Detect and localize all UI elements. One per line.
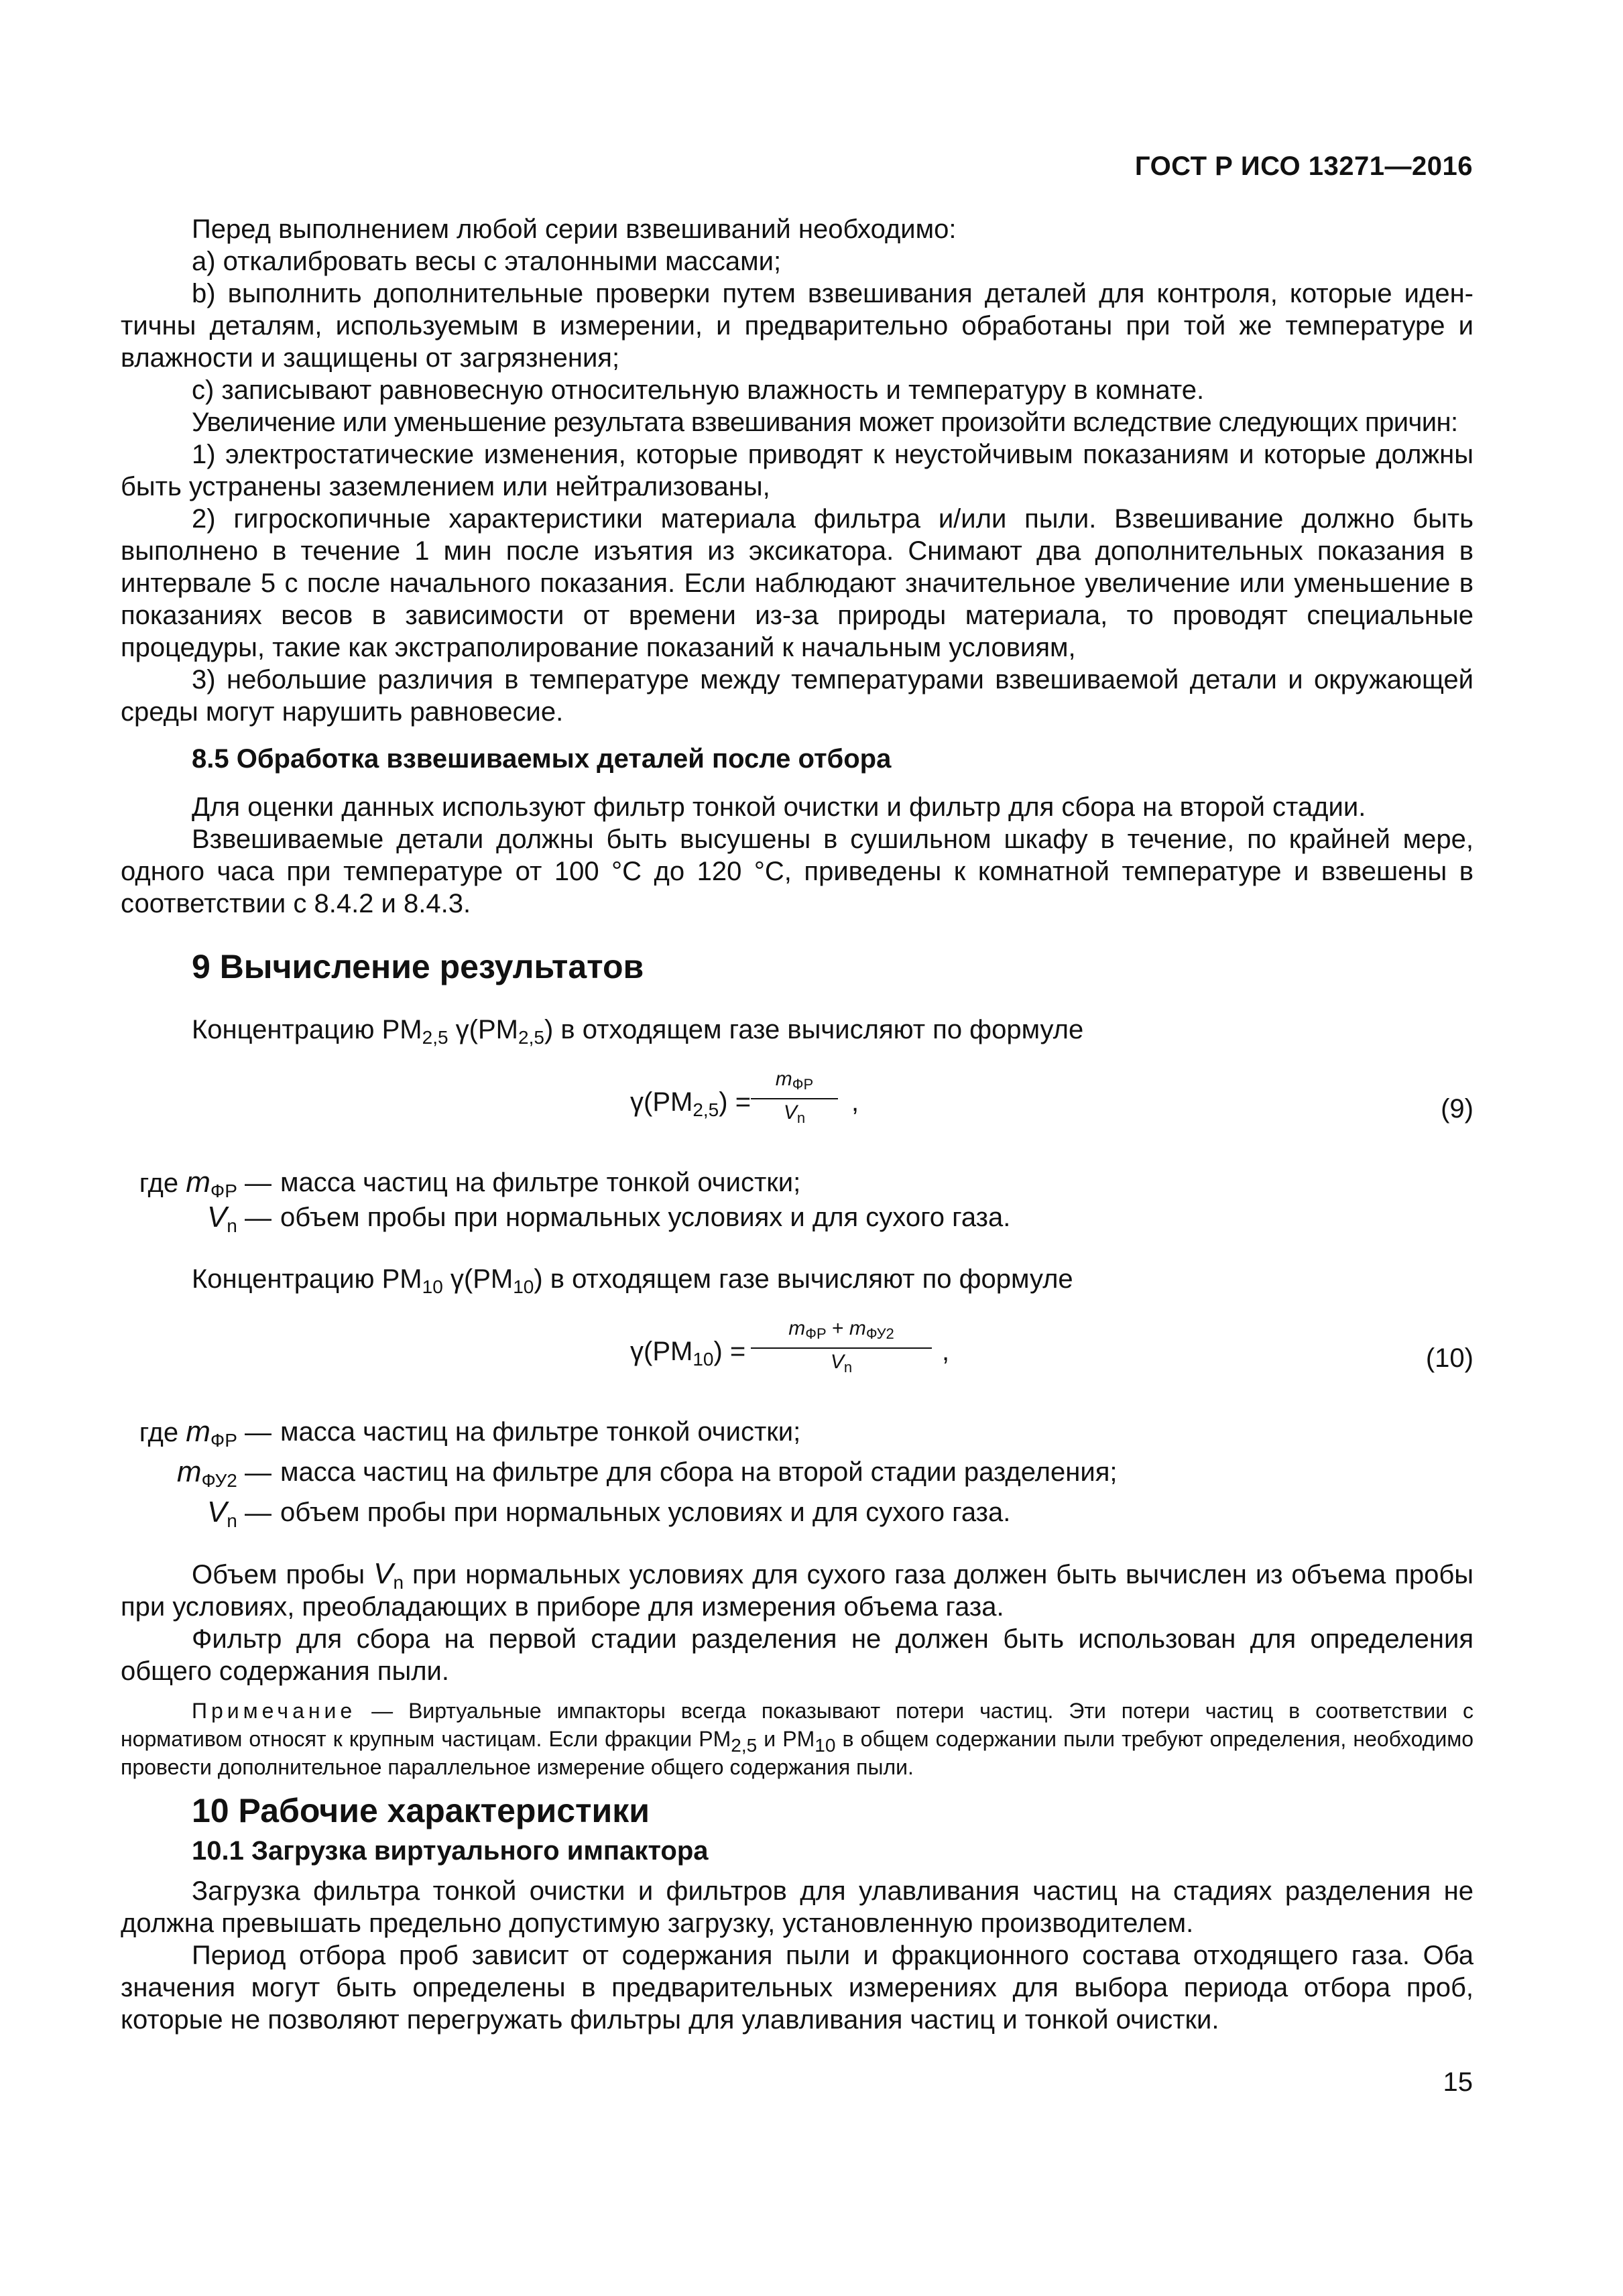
where-item: где $m_{ФР}$ — масса частиц на фильтре тонкой очистки; bbox=[139, 1415, 801, 1451]
note-label: Примечание bbox=[192, 1699, 357, 1723]
equation-number: (9) bbox=[1441, 1094, 1474, 1124]
where-item: $V_n$ — объем пробы при нормальных условиях и для сухого газа. bbox=[206, 1496, 1011, 1531]
page-number: 15 bbox=[1443, 2067, 1473, 2097]
formula-intro-pm10: Концентрацию $PM_{10}$ $\gamma(PM_{10})$ в отходящем газе вычисляют по формуле bbox=[192, 1264, 1073, 1297]
paragraph: Фильтр для сбора на первой стадии разделения не должен быть использован для определения общего содержания пыли. bbox=[121, 1624, 1474, 1686]
paragraph: Загрузка фильтра тонкой очистки и фильтров для улавливания частиц на стадиях разделения не должна превышать предельно допустимую загрузку, установленную производителем. bbox=[121, 1876, 1474, 1938]
fraction: $m_{ФР}$ $V_n$ bbox=[751, 1066, 838, 1132]
list-item: c) записывают равновесную относительную влажность и температуру в комнате. bbox=[192, 375, 1205, 405]
note: Примечание — Виртуальные импакторы всегда показывают потери частиц. Эти потери частиц в соответствии с нормативом относят к крупным частицам. Если фракции $PM_{2,5}$ и $PM_{10}$ в общем содержании пыли требуют определения, необходимо провести дополнительное параллельное измерение общего содержания пыли. bbox=[121, 1699, 1474, 1779]
section-heading-10: 10 Рабочие характеристики bbox=[192, 1792, 650, 1829]
section-heading-10-1: 10.1 Загрузка виртуального импактора bbox=[192, 1836, 709, 1866]
paragraph: Увеличение или уменьшение результата взвешивания может произойти вследствие следующих причин: bbox=[192, 408, 1458, 437]
section-heading-8-5: 8.5 Обработка взвешиваемых деталей после отбора bbox=[192, 744, 892, 774]
document-header: ГОСТ Р ИСО 13271—2016 bbox=[1134, 152, 1473, 181]
formula-9: $\gamma(PM_{2,5})$ = $m_{ФР}$ $V_n$ , (9) bbox=[121, 1066, 1474, 1146]
paragraph: Период отбора проб зависит от содержания пыли и фракционного состава отходящего газа. Оба значения могут быть определены в предварительных измерениях для выбора периода отбора проб, которые не позволяют перегружать фильтры для улавливания частиц и тонкой очистки. bbox=[121, 1941, 1474, 2035]
paragraph: Взвешиваемые детали должны быть высушены в сушильном шкафу в течение, по крайней мере, одного часа при температуре от 100 °С до 120 °С, приведены к комнатной температуре и взвешены в соответствии с 8.4.2 и 8.4.3. bbox=[121, 825, 1474, 918]
equation-number: (10) bbox=[1425, 1343, 1474, 1373]
list-item: 1) электростатические изменения, которые приводят к неустойчивым показаниям и которые должны быть устранены заземлением или нейтрализованы, bbox=[121, 440, 1474, 501]
where-item: $m_{ФУ2}$ — масса частиц на фильтре для сбора на второй стадии разделения; bbox=[176, 1455, 1118, 1491]
document-body bbox=[121, 213, 1474, 2036]
list-item: b) выполнить дополнительные проверки путем взвешивания деталей для контроля, которые идентичны деталям, используемым в измерении, и предварительно обработаны при той же температуре и влажности и защищены от загрязнения; bbox=[121, 279, 1474, 373]
where-item: где $m_{ФР}$ — масса частиц на фильтре тонкой очистки; bbox=[139, 1166, 801, 1201]
list-item: 2) гигроскопичные характеристики материала фильтра и/или пыли. Взвешивание должно быть выполнено в течение 1 мин после изъятия из эксикатора. Снимают два дополнительных показания в интервале 5 с после начального показания. Если наблюдают значительное увеличение или уменьшение в показаниях весов в зависимости от времени из-за природы материала, то проводят специальные процедуры, такие как экстраполирование показаний к начальным условиям, bbox=[121, 504, 1474, 662]
formula-10: $\gamma(PM_{10})$ = $m_{ФР} + m_{ФУ2}$ $V_n$ , (10) bbox=[121, 1315, 1474, 1396]
list-item: a) откалибровать весы с эталонными массами; bbox=[192, 247, 782, 276]
fraction: $m_{ФР} + m_{ФУ2}$ $V_n$ bbox=[751, 1315, 932, 1381]
list-item: 3) небольшие различия в температуре между температурами взвешиваемой детали и окружающей среды могут нарушить равновесие. bbox=[121, 665, 1474, 727]
paragraph: Для оценки данных используют фильтр тонкой очистки и фильтр для сбора на второй стадии. bbox=[192, 792, 1366, 822]
section-heading-9: 9 Вычисление результатов bbox=[192, 948, 644, 985]
where-item: $V_n$ — объем пробы при нормальных условиях и для сухого газа. bbox=[206, 1201, 1011, 1236]
paragraph: Перед выполнением любой серии взвешиваний необходимо: bbox=[192, 215, 957, 244]
formula-intro-pm25: Концентрацию $PM_{2,5}$ $\gamma(PM_{2,5})$ в отходящем газе вычисляют по формуле bbox=[192, 1015, 1084, 1048]
paragraph: Объем пробы $V_n$ при нормальных условиях для сухого газа должен быть вычислен из объема пробы при условиях, преобладающих в приборе для измерения объема газа. bbox=[121, 1557, 1474, 1622]
